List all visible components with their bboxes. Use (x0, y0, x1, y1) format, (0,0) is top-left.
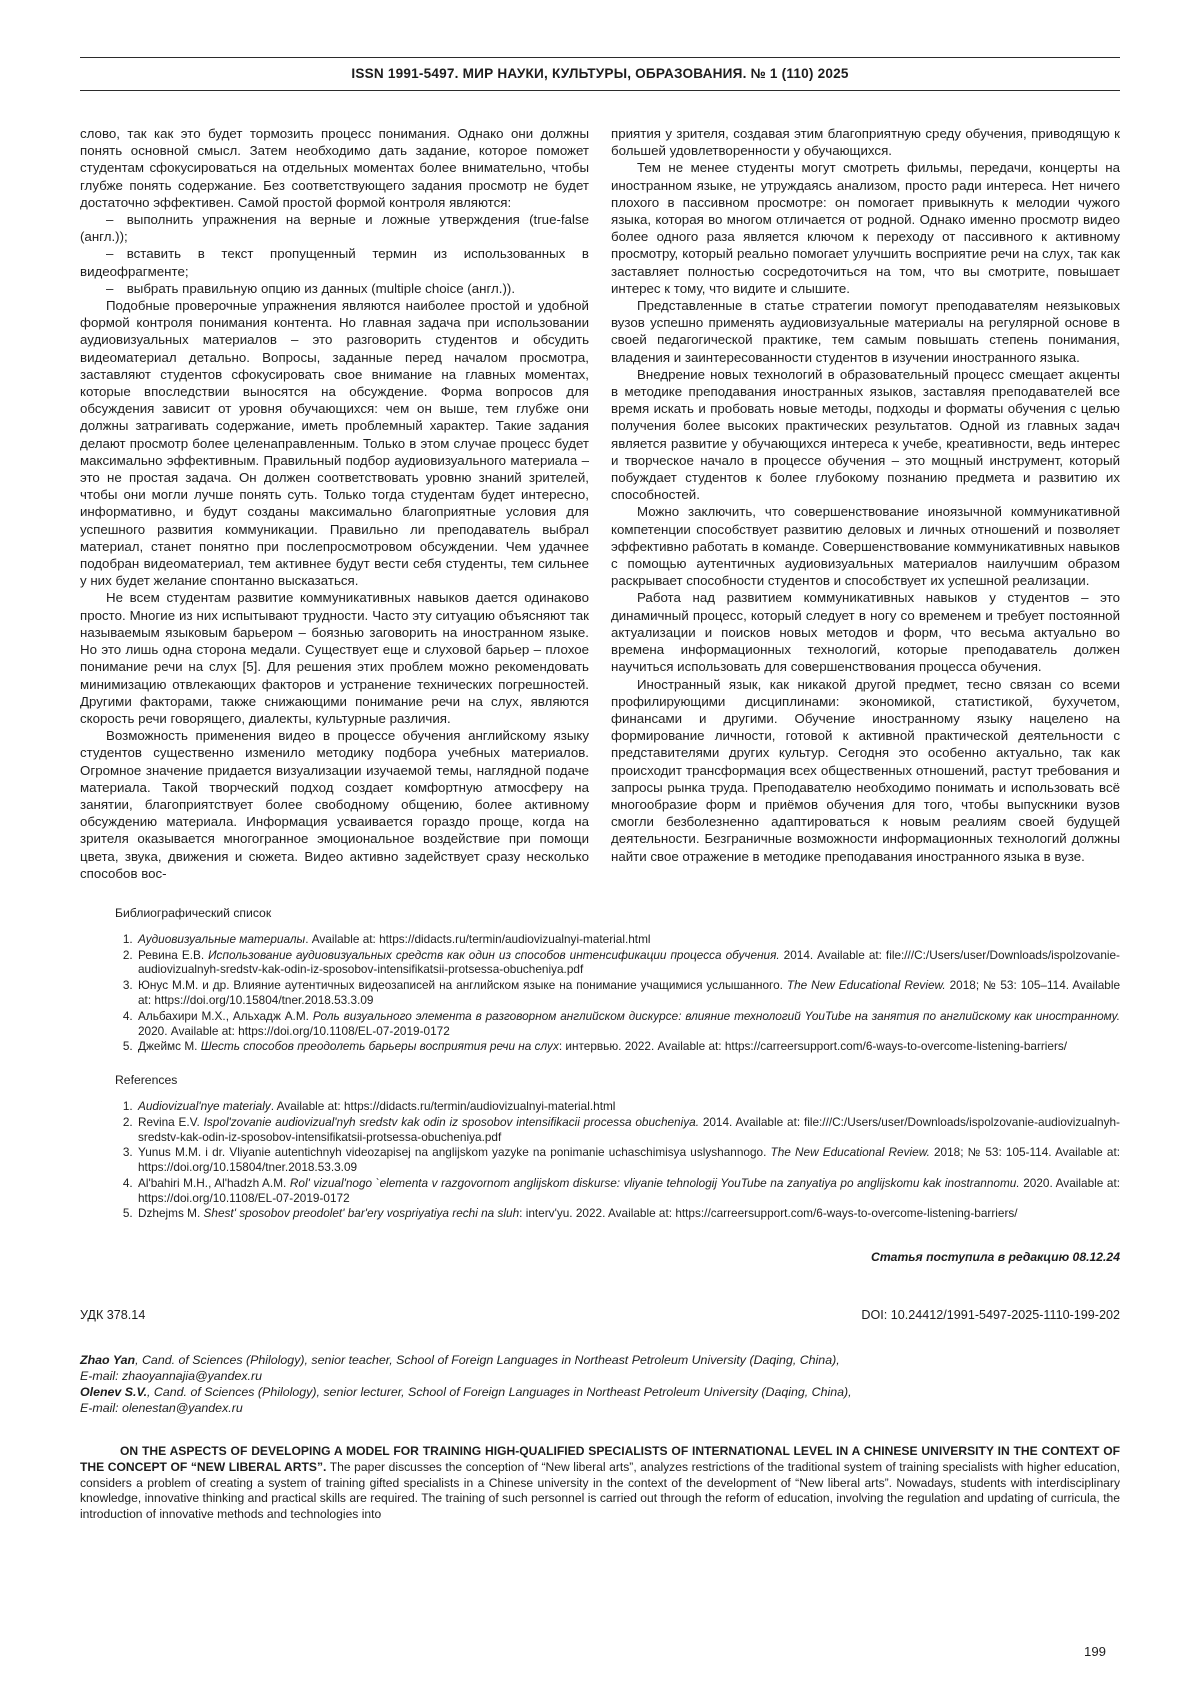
abstract-text: The paper discusses the conception of “New liberal arts”, analyzes restrictions of the traditional system of training specialists with higher education, considers a problem of creating a system of training gifted specialists in a Chinese university in the context of the development of “New liberal arts”. Nowadays, students with interdisciplinary knowledge, innovative thinking and practical skills are required. The training of such personnel is carried out through the reform of education, involving the regulation and updating of curricula, the introduction of innovative methods and technologies into (80, 1459, 1120, 1522)
article-body (80, 125, 1120, 882)
paragraph: Можно заключить, что совершенствование иноязычной коммуникативной компетенции способствует развитию деловых и личных отношений и позволяет эффективно работать в команде. Совершенствование коммуникативных навыков с помощью аутентичных аудиовизуальных материалов наилучшим образом раскрывает способности студентов и способствует их успешной реализации. (611, 504, 1120, 589)
bibliography-item (136, 1039, 1120, 1054)
doi-number: DOI: 10.24412/1991-5497-2025-1110-199-202 (861, 1308, 1120, 1323)
paragraph: Внедрение новых технологий в образовательный процесс смещает акценты в методике преподавания иностранных языков, заставляя преподавателей все время искать и пробовать новые методы, подходы и форматы обучения с целью получения более высоких практических результатов. Одной из главных задач является развитие у обучающихся интереса к учебе, креативности, ведь интерес и творческое начало в процессе обучения – это мощный инструмент, который побуждает студентов к более глубокому познанию предмета и развитию их способностей. (611, 366, 1120, 503)
reference-authors: Revina E.V. (138, 1114, 204, 1129)
left-column (80, 125, 589, 882)
paragraph: Не всем студентам развитие коммуникативных навыков дается одинаково просто. Многие из них испытывают трудности. Часто эту ситуацию объясняют так называемым языковым барьером – боязнью заговорить на иностранном языке. Но это лишь одна сторона медали. Существует еще и слуховой барьер – плохое понимание речи на слух [5]. Для решения этих проблем можно рекомендовать минимизацию отвлекающих факторов и устранение технических погрешностей. Другими факторами, также снижающими понимание речи на слух, являются скорость речи говорящего, диалекты, культурные различия. (80, 590, 589, 726)
reference-title: The New Educational Review. (770, 1145, 930, 1160)
reference-item (136, 1115, 1120, 1145)
author-email (80, 1400, 1120, 1416)
references-title: References (115, 1073, 178, 1088)
paragraph: приятия у зрителя, создавая этим благоприятную среду обучения, приводящую к большей удовлетворенности у обучающихся. (611, 126, 1120, 159)
journal-header (80, 57, 1120, 91)
reference-authors: Альбахири М.Х., Альхадж А.М. (138, 1008, 313, 1023)
bibliography-list (80, 932, 1120, 1054)
page-footer (80, 1644, 1120, 1659)
paragraph: Иностранный язык, как никакой другой предмет, тесно связан со всеми профилирующими дисциплинами: экономикой, статистикой, бухучетом, финансами и другими. Обучение иностранному языку нацелено на формирование личности, готовой к активной практической деятельности с представителями других культур. Сегодня это особенно актуально, так как происходит трансформация всех общественных отношений, растут требования и запросы рынка труда. Преподавателю необходимо понимать и использовать всё многообразие форм и приёмов обучения для того, чтобы выпускники вузов смогли безболезненно адаптироваться к новым реалиям своей будущей деятельности. Безграничные возможности информационных технологий должны найти свое отражение в методике преподавания иностранного языка в вузе. (611, 676, 1120, 864)
reference-source: 2020. Available at: https://doi.org/10.1108/EL-07-2019-0172 (138, 1175, 1120, 1205)
paragraph: Представленные в статье стратегии помогут преподавателям неязыковых вузов успешно применять аудиовизуальные материалы на регулярной основе в своей педагогической практике, тем самым повышать степень понимания, владения и заинтересованности студентов в изучении иностранного языка. (611, 298, 1120, 365)
reference-source: : interv'yu. 2022. Available at: https://carreersupport.com/6-ways-to-overcome-listening-barriers/ (519, 1206, 1018, 1221)
reference-title: Rol' vizual'nogo `elementa v razgovornom anglijskom diskurse: vliyanie tehnologij YouTube na zanyatiya po anglijskomu kak inostrannomu. (289, 1175, 1020, 1190)
reference-item (136, 1099, 1120, 1114)
reference-title: Роль визуального элемента в разговорном английском дискурсе: влияние технологий YouTube на занятия по английскому как иностранному. (312, 1008, 1120, 1023)
author-name: Zhao Yan (80, 1353, 136, 1368)
reference-authors: Ревина Е.В. (138, 947, 209, 962)
reference-source: . Available at: https://didacts.ru/termin/audiovizualnyi-material.html (270, 1098, 616, 1113)
reference-title: Использование аудиовизуальных средств как один из способов интенсификации процесса обучения. (208, 947, 780, 962)
bibliography-item (136, 1009, 1120, 1039)
bibliography-item (136, 932, 1120, 947)
references-section (80, 1073, 1120, 1222)
author-info (80, 1384, 1120, 1400)
paragraph: – выбрать правильную опцию из данных (multiple choice (англ.)). (106, 280, 516, 296)
references-list (80, 1099, 1120, 1221)
reference-title: Шесть способов преодолеть барьеры восприятия речи на слух (200, 1039, 559, 1054)
journal-header-text: ISSN 1991-5497. МИР НАУКИ, КУЛЬТУРЫ, ОБРАЗОВАНИЯ. № 1 (110) 2025 (351, 66, 849, 81)
reference-source: : интервью. 2022. Available at: https://carreersupport.com/6-ways-to-overcome-listening-barriers/ (558, 1039, 1068, 1054)
author-email-text: E-mail: zhaoyannajia@yandex.ru (80, 1369, 263, 1384)
reference-title: Аудиовизуальные материалы (138, 931, 306, 946)
reference-title: Audiovizual'nye materialy (138, 1098, 271, 1113)
bibliography-item (136, 948, 1120, 978)
reference-authors: Al'bahiri M.H., Al'hadzh A.M. (138, 1175, 290, 1190)
received-note: Статья поступила в редакцию 08.12.24 (871, 1250, 1120, 1265)
reference-title: Shest' sposobov preodolet' bar'ery vospriyatiya rechi na sluh (203, 1206, 520, 1221)
author-email (80, 1368, 1120, 1384)
article-meta-row (80, 1308, 1120, 1322)
author-details: , Cand. of Sciences (Philology), senior teacher, School of Foreign Languages in Northeast Petroleum University (Daqing, China), (135, 1353, 840, 1368)
bibliography-item (136, 978, 1120, 1008)
paragraph: Подобные проверочные упражнения являются наиболее простой и удобной формой контроля понимания контента. Но главная задача при использовании аудиовизуальных материалов – это разговорить студентов и обсудить видеоматериал детально. Вопросы, заданные перед началом просмотра, заставляют студентов сфокусировать свое внимание на главных моментах, которые впоследствии выносятся на обсуждение. Форма вопросов для обсуждения зависит от уровня обучающихся: чем он выше, тем глубже они должны затрагивать содержание, иметь проблемный характер. Такие задания делают просмотр более целенаправленным. Только в этом случае процесс будет максимально эффективным. Правильный подбор аудиовизуального материала – это не простая задача. Он должен соответствовать уровню знаний зрителей, чтобы они могли лучше понять суть. Только тогда студентам будет интересно, информативно, и будут созданы максимально благоприятные условия для успешного развития коммуникации. Правильно ли преподаватель выбрал материал, станет понятно при послепросмотровом обсуждении. Чем удачнее подобран видеоматериал, тем активнее будут вести себя студенты, тем сильнее у них будет желание спонтанно высказаться. (80, 298, 589, 589)
paragraph: Работа над развитием коммуникативных навыков у студентов – это динамичный процесс, который следует в ногу со временем и требует постоянной актуализации и поисков новых методов и форм, что весьма актуально во времена информационных технологий, которые преподаватель должен научиться использовать для совершенствования процесса обучения. (611, 590, 1120, 675)
bibliography-title: Библиографический список (115, 905, 272, 920)
paragraph: Тем не менее студенты могут смотреть фильмы, передачи, концерты на иностранном языке, не утруждаясь анализом, просто ради интереса. Нет ничего плохого в пассивном просмотре: он помогает привыкнуть к мелодии чужого языка, которая во многом отличается от родной. Однако именно просмотр видео более одного раза является ключом к переходу от пассивного к активному просмотру, который реально помогает улучшить восприятие речи на слух, так как заставляет полностью сосредоточиться на том, что вы смотрите, повышает интерес к тому, что видите и слышите. (611, 160, 1120, 296)
authors-block (80, 1352, 1120, 1416)
author-details: , Cand. of Sciences (Philology), senior lecturer, School of Foreign Languages in Northeast Petroleum University (Daqing, China), (147, 1385, 852, 1400)
bibliography-section (80, 906, 1120, 1055)
abstract-paragraph (80, 1444, 1120, 1523)
page-number: 199 (1083, 1644, 1106, 1659)
reference-source: . Available at: https://didacts.ru/termin/audiovizualnyi-material.html (305, 931, 651, 946)
paragraph: Возможность применения видео в процессе обучения английскому языку студентов существенно изменило методику подбора учебных материалов. Огромное значение придается визуализации изучаемой темы, наглядной подаче материала. Такой творческий подход создает комфортную атмосферу на занятии, благоприятствует более свободному общению, более активному обсуждению материала. Информация усваивается гораздо проще, когда на зрителя оказывается многогранное эмоциональное воздействие при помощи цвета, звука, движения и сюжета. Видео активно задействует сразу несколько способов вос- (80, 728, 589, 881)
reference-authors: Yunus M.M. i dr. Vliyanie autentichnyh videozapisej na anglijskom yazyke na ponimanie uchaschimisya uslyshannogo. (138, 1145, 771, 1160)
reference-item (136, 1206, 1120, 1221)
reference-authors: Юнус М.М. и др. Влияние аутентичных видеозаписей на английском языке на понимание учащимися услышанного. (138, 978, 787, 993)
author-name: Olenev S.V. (80, 1385, 148, 1400)
reference-item (136, 1176, 1120, 1206)
author-email-text: E-mail: olenestan@yandex.ru (80, 1401, 243, 1416)
paragraph: – выполнить упражнения на верные и ложные утверждения (true-false (англ.)); (80, 212, 589, 245)
right-column (611, 125, 1120, 882)
reference-source: 2020. Available at: https://doi.org/10.1108/EL-07-2019-0172 (138, 1023, 450, 1038)
udc-number: УДК 378.14 (80, 1308, 146, 1323)
reference-source: 2014. Available at: file:///C:/Users/user/Downloads/ispolzovanie-audiovizualnyh-sredstv-kak-odin-iz-sposobov-intensifikatsii-protsessa-obucheniya.pdf (138, 1114, 1120, 1144)
reference-item (136, 1145, 1120, 1175)
reference-authors: Dzhejms M. (138, 1206, 204, 1221)
reference-source: 2018; № 53: 105-114. Available at: https://doi.org/10.15804/tner.2018.53.3.09 (138, 1145, 1120, 1175)
reference-authors: Джеймс М. (138, 1039, 201, 1054)
reference-source: 2018; № 53: 105–114. Available at: https://doi.org/10.15804/tner.2018.53.3.09 (138, 978, 1120, 1007)
abstract-title: ON THE ASPECTS OF DEVELOPING A MODEL FOR TRAINING HIGH-QUALIFIED SPECIALISTS OF INTERNATIONAL LEVEL IN A CHINESE UNIVERSITY IN THE CONTEXT OF THE CONCEPT OF “NEW LIBERAL ARTS”. (80, 1444, 1120, 1474)
reference-source: 2014. Available at: file:///C:/Users/user/Downloads/ispolzovanie-audiovizualnyh-sredstv-kak-odin-iz-sposobov-intensifikatsii-protsessa-obucheniya.pdf (138, 947, 1120, 977)
paragraph: – вставить в текст пропущенный термин из использованных в видеофрагменте; (80, 246, 589, 279)
paragraph: слово, так как это будет тормозить процесс понимания. Однако они должны понять основной смысл. Затем необходимо дать задание, которое поможет студентам сфокусироваться на отдельных моментах более внимательно, чтобы глубже понять содержание. Без соответствующего задания просмотр не будет достаточно эффективен. Самой простой формой контроля являются: (80, 126, 589, 210)
reference-title: The New Educational Review. (786, 978, 946, 993)
author-info (80, 1352, 1120, 1368)
reference-title: Ispol'zovanie audiovizual'nyh sredstv kak odin iz sposobov intensifikacii processa obucheniya. (203, 1114, 699, 1129)
